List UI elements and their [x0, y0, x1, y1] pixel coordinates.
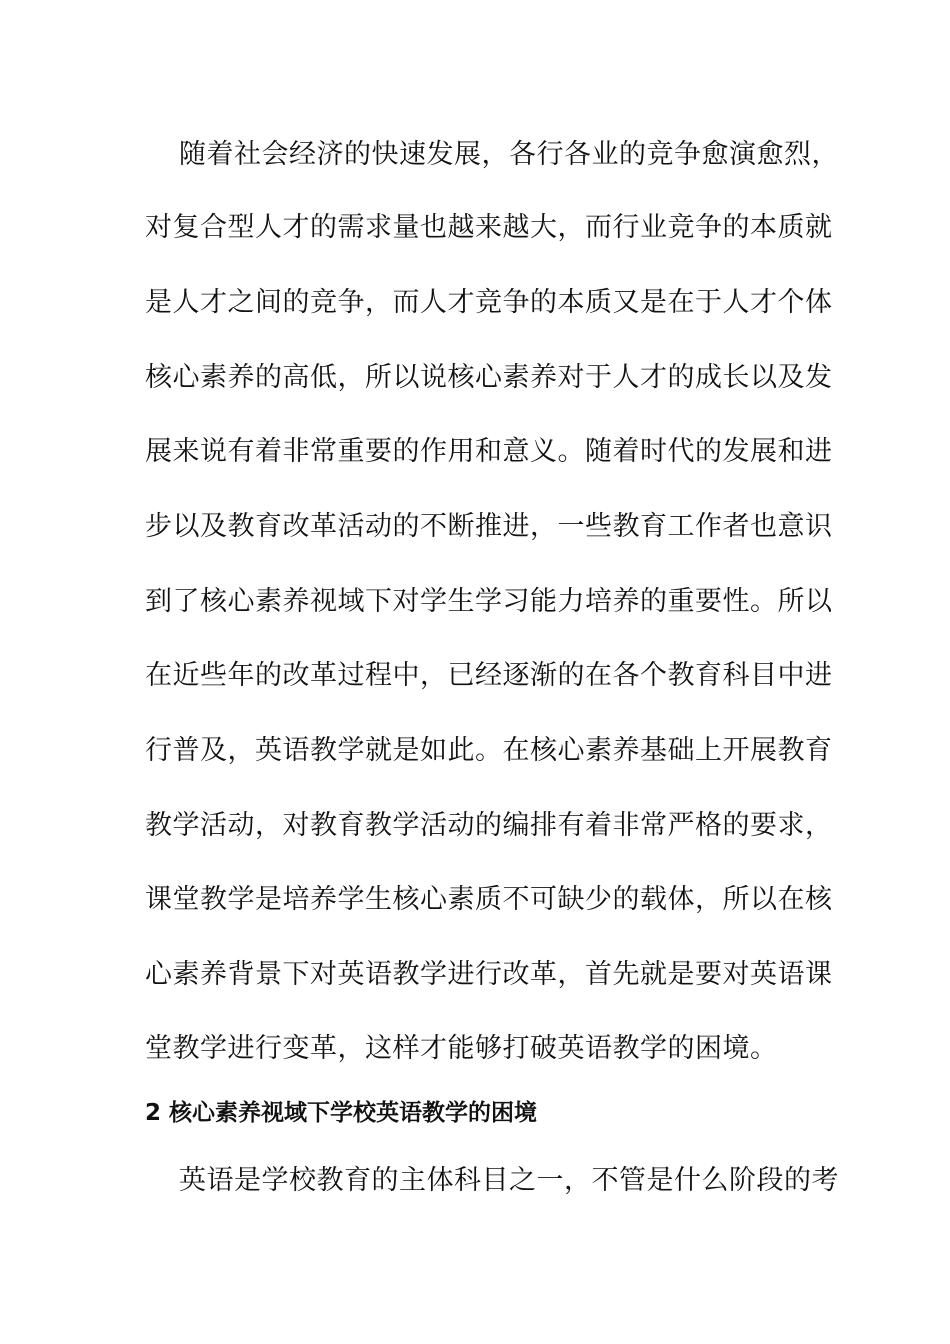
paragraph-line: 课堂教学是培养学生核心素质不可缺少的载体，所以在核: [145, 884, 833, 915]
paragraph-line: 到了核心素养视域下对学生学习能力培养的重要性。所以: [145, 586, 833, 617]
paragraph-line: 心素养背景下对英语教学进行改革，首先就是要对英语课: [145, 959, 833, 990]
paragraph-line: 步以及教育改革活动的不断推进，一些教育工作者也意识: [145, 511, 833, 542]
paragraph-line: 教学活动，对教育教学活动的编排有着非常严格的要求，: [145, 810, 833, 841]
section-heading: 2 核心素养视域下学校英语教学的困境: [145, 1100, 538, 1126]
paragraph-line: 核心素养的高低，所以说核心素养对于人才的成长以及发: [145, 362, 833, 393]
paragraph-line: 行普及，英语教学就是如此。在核心素养基础上开展教育: [145, 735, 833, 766]
paragraph-line: 英语是学校教育的主体科目之一，不管是什么阶段的考: [179, 1165, 839, 1196]
paragraph-line: 展来说有着非常重要的作用和意义。随着时代的发展和进: [145, 436, 833, 467]
paragraph-line: 在近些年的改革过程中，已经逐渐的在各个教育科目中进: [145, 660, 833, 691]
paragraph-line: 对复合型人才的需求量也越来越大，而行业竞争的本质就: [145, 212, 833, 243]
paragraph-line: 是人才之间的竞争，而人才竞争的本质又是在于人才个体: [145, 287, 833, 318]
paragraph-line: 随着社会经济的快速发展，各行各业的竞争愈演愈烈，: [179, 139, 839, 170]
paragraph-line: 堂教学进行变革，这样才能够打破英语教学的困境。: [145, 1033, 778, 1064]
